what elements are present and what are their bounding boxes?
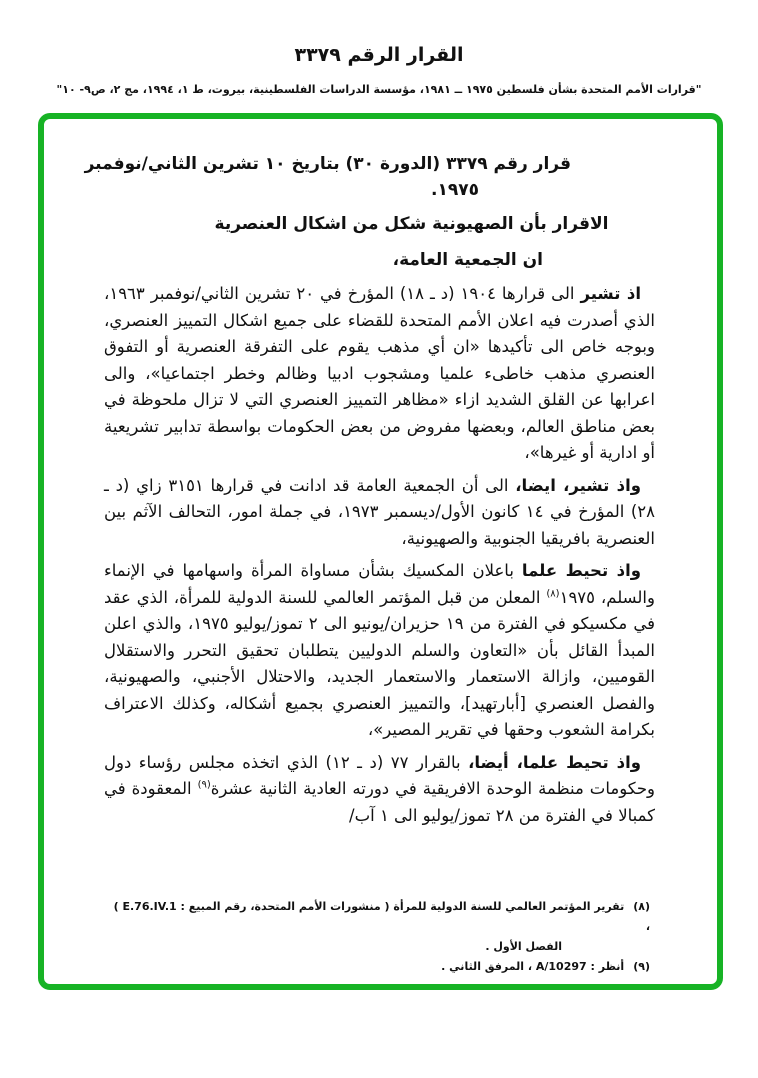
paragraph-lead: اذ تشير bbox=[580, 284, 641, 303]
paragraph-lead: واذ تشير، ايضا، bbox=[515, 475, 641, 495]
resolution-title-line2: ١٩٧٥. bbox=[431, 180, 479, 200]
resolution-subject: الاقرار بأن الصهيونية شكل من اشكال العنصرية bbox=[214, 214, 609, 234]
resolution-body bbox=[84, 151, 656, 829]
source-citation: "قرارات الأمم المتحدة بشأن فلسطين ١٩٧٥ ــ ١٩٨١، مؤسسة الدراسات الفلسطينية، بيروت، ط ١، ١٩٩٤، مج ٢، ص٩- ١٠" bbox=[56, 83, 702, 96]
resolution-paragraph bbox=[104, 750, 655, 830]
footnote-reference: (٨) bbox=[546, 588, 560, 599]
preamble-opening: ان الجمعية العامة، bbox=[392, 250, 543, 270]
footnote-text: الفصل الأول . bbox=[485, 940, 562, 953]
resolution-paragraph bbox=[104, 281, 655, 467]
footnote-line bbox=[110, 897, 650, 937]
paragraph-text: بالقرار ٧٧ (د ـ ١٢) الذي اتخذه مجلس رؤساء دول وحكومات منظمة الوحدة الافريقية في دورته العادية الثانية عشرة bbox=[104, 752, 656, 798]
footnote-line bbox=[110, 937, 650, 957]
resolution-title-line1: قرار رقم ٣٣٧٩ (الدورة ٣٠) بتاريخ ١٠ تشرين الثاني/نوفمبر bbox=[84, 154, 571, 174]
footnotes-block bbox=[110, 897, 650, 977]
footnote-text: أنظر : A/10297 ، المرفق الثاني . bbox=[441, 960, 625, 973]
footnote-line bbox=[110, 957, 650, 977]
resolution-paragraph bbox=[104, 558, 655, 744]
paragraph-text: الى قرارها ١٩٠٤ (د ـ ١٨) المؤرخ في ٢٠ تشرين الثاني/نوفمبر ١٩٦٣، الذي أصدرت فيه اعلان الأمم المتحدة للقضاء على جميع اشكال التمييز العنصري، وبوجه خاص الى تأكيدها «ان أي مذهب يقوم على التفرقة العنصرية أو التفوق العنصري مذهب خاطىء علميا ومشجوب ادبيا وظالم وخطر اجتماعيا»، والى اعرابها عن القلق الشديد ازاء «مظاهر التمييز العنصري التي لا تزال ملحوظة في بعض مناطق العالم، وبعضها مفروض من بعض الحكومات بواسطة تدابير تشريعية أو ادارية أو غيرها»، bbox=[104, 284, 655, 462]
paragraph-lead: واذ تحيط علما bbox=[521, 561, 642, 580]
paragraph-text: باعلان المكسيك بشأن مساواة المرأة واسهامها في الإنماء والسلم، ١٩٧٥ bbox=[104, 561, 655, 607]
paragraph-text: المعقودة في كمبالا في الفترة من ٢٨ تموز/يوليو الى ١ آب/ bbox=[104, 779, 655, 825]
footnote-marker: (٩) bbox=[633, 960, 650, 973]
footnote-reference: (٩) bbox=[197, 779, 211, 791]
page-title: القرار الرقم ٣٣٧٩ bbox=[294, 44, 464, 66]
footnote-text: تقرير المؤتمر العالمي للسنة الدولية للمرأة ( منشورات الأمم المتحدة، رقم المبيع : E.76.IV.1 ) ، bbox=[113, 900, 650, 933]
paragraph-text: المعلن من قبل المؤتمر العالمي للسنة الدولية للمرأة، الذي عقد في مكسيكو في الفترة من ١٩ حزيران/يونيو الى ٢ تموز/يوليو ١٩٧٥، والذي اعلن المبدأ القائل بأن «التعاون والسلم الدوليين يتطلبان تحقيق التحرر والاستقلال القوميين، وازالة الاستعمار والاستعمار الجديد، والاحتلال الأجنبي، والصهيونية، والفصل العنصري [أبارتهيد]، والتمييز العنصري بجميع أشكاله، وكذلك الاعتراف بكرامة الشعوب وحقها في تقرير المصير»، bbox=[104, 587, 655, 739]
paragraph-lead: واذ تحيط علما، أيضا، bbox=[468, 752, 641, 772]
resolution-paragraph bbox=[104, 473, 655, 553]
preamble-paragraphs bbox=[104, 281, 655, 829]
footnote-marker: (٨) bbox=[633, 900, 650, 913]
paragraph-text: الى أن الجمعية العامة قد ادانت في قرارها ٣١٥١ زاي (د ـ ٢٨) المؤرخ في ١٤ كانون الأول/ديسمبر ١٩٧٣، في جملة امور، التحالف الآثم بين العنصرية بافريقيا الجنوبية والصهيونية، bbox=[104, 475, 655, 548]
